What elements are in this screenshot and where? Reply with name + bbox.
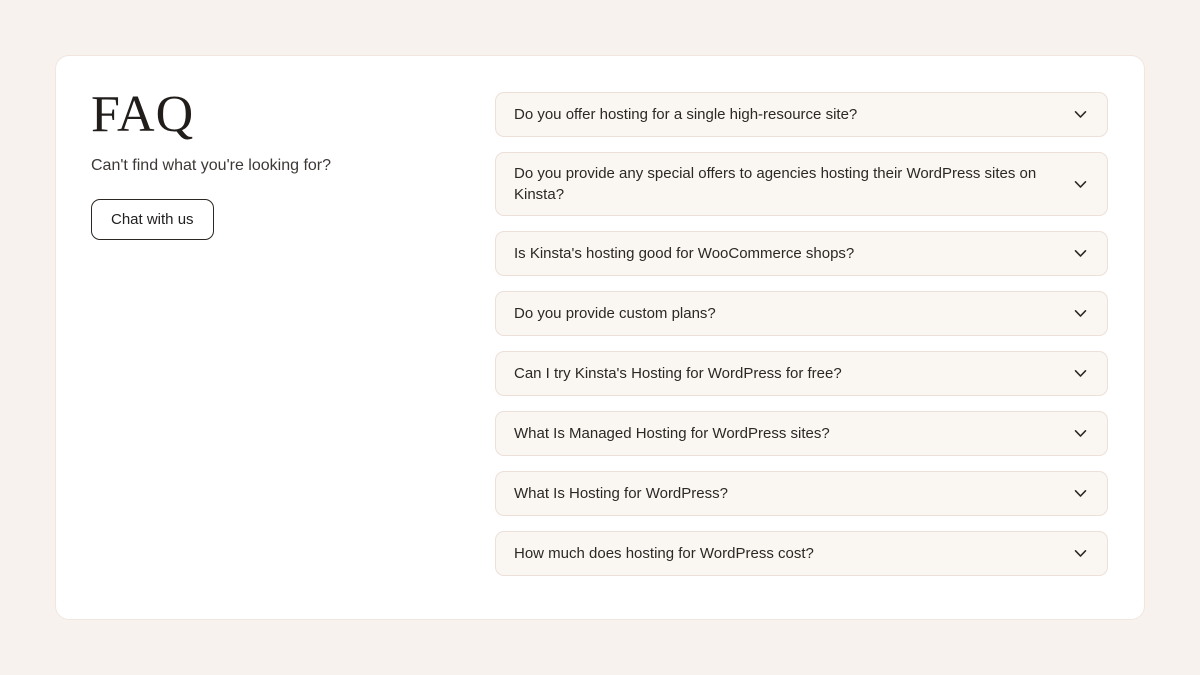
faq-accordion-item[interactable]	[495, 152, 1108, 216]
faq-question-text: How much does hosting for WordPress cost?	[514, 545, 814, 562]
faq-accordion-item[interactable]	[495, 351, 1108, 396]
faq-subtitle: Can't find what you're looking for?	[91, 157, 332, 175]
chevron-down-icon	[1074, 309, 1087, 318]
faq-accordion-item[interactable]	[495, 471, 1108, 516]
faq-title: FAQ	[91, 86, 195, 143]
chevron-down-icon	[1074, 489, 1087, 498]
faq-intro-column	[56, 56, 495, 619]
chevron-down-icon	[1074, 429, 1087, 438]
faq-accordion-item[interactable]	[495, 231, 1108, 276]
chevron-down-icon	[1074, 369, 1087, 378]
chevron-down-icon	[1074, 110, 1087, 119]
faq-accordion-list	[495, 56, 1144, 619]
faq-question-text: What Is Managed Hosting for WordPress sites?	[514, 425, 830, 442]
chevron-down-icon	[1074, 249, 1087, 258]
faq-question-text: Is Kinsta's hosting good for WooCommerce shops?	[514, 245, 855, 262]
faq-accordion-item[interactable]	[495, 411, 1108, 456]
faq-question-text: Do you provide custom plans?	[514, 305, 716, 322]
chevron-down-icon	[1074, 549, 1087, 558]
faq-accordion-item[interactable]	[495, 92, 1108, 137]
chevron-down-icon	[1074, 180, 1087, 189]
faq-question-text: Do you provide any special offers to agencies hosting their WordPress sites on Kinsta?	[514, 165, 1037, 203]
faq-accordion-item[interactable]	[495, 531, 1108, 576]
chat-with-us-button[interactable]: Chat with us	[91, 199, 214, 240]
faq-question-text: What Is Hosting for WordPress?	[514, 485, 728, 502]
faq-question-text: Do you offer hosting for a single high-resource site?	[514, 106, 858, 123]
faq-accordion-item[interactable]	[495, 291, 1108, 336]
faq-card	[55, 55, 1145, 620]
faq-question-text: Can I try Kinsta's Hosting for WordPress for free?	[514, 365, 842, 382]
